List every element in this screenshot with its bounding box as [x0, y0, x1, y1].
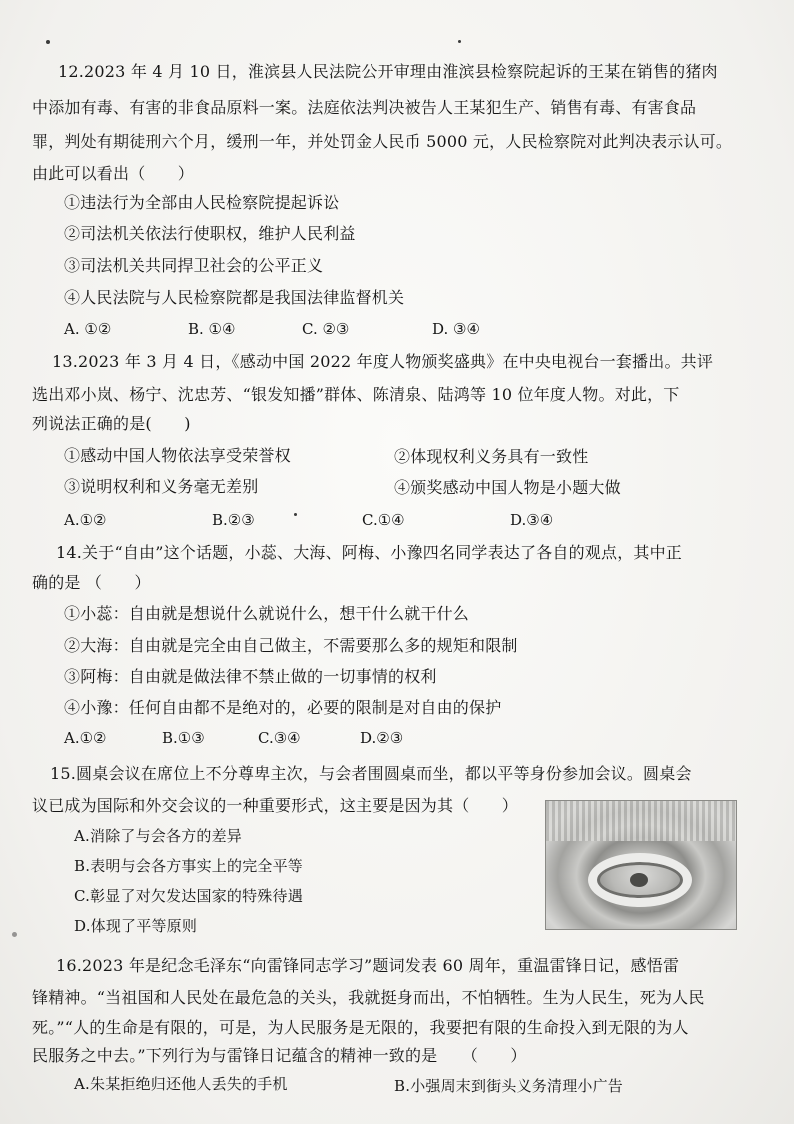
q15-option-b[interactable]: B.表明与会各方事实上的完全平等: [74, 857, 303, 875]
q12-statement-2: ②司法机关依法行使职权，维护人民利益: [64, 224, 356, 243]
q12-statement-3: ③司法机关共同捍卫社会的公平正义: [64, 256, 324, 275]
q14-stem-line1: 14.关于“自由”这个话题，小蕊、大海、阿梅、小豫四名同学表达了各自的观点，其中正: [56, 543, 683, 562]
q14-option-d[interactable]: D.②③: [360, 729, 404, 747]
q13-statement-1: ①感动中国人物依法享受荣誉权: [64, 446, 291, 465]
q13-stem-line3: 列说法正确的是( ): [32, 414, 191, 433]
q15-option-a[interactable]: A.消除了与会各方的差异: [74, 827, 243, 845]
q14-option-a[interactable]: A.①②: [64, 729, 107, 747]
q12-stem-line4: 由此可以看出（ ）: [32, 164, 195, 183]
q14-statement-1: ①小蕊：自由就是想说什么就说什么，想干什么就干什么: [64, 604, 470, 623]
round-table-photo: [545, 800, 737, 930]
photo-stands: [546, 801, 736, 841]
q14-stem-line2: 确的是 （ ）: [32, 573, 151, 592]
q12-option-c[interactable]: C. ②③: [302, 320, 350, 338]
q14-option-b[interactable]: B.①③: [162, 729, 205, 747]
q12-statement-1: ①违法行为全部由人民检察院提起诉讼: [64, 193, 340, 212]
q12-statement-4: ④人民法院与人民检察院都是我国法律监督机关: [64, 288, 405, 307]
q16-option-b[interactable]: B.小强周末到街头义务清理小广告: [394, 1077, 623, 1095]
q16-stem-line1: 16.2023 年是纪念毛泽东“向雷锋同志学习”题词发表 60 周年，重温雷锋日记，感悟雷: [56, 956, 680, 975]
q13-option-b[interactable]: B.②③: [212, 511, 255, 529]
q12-option-b[interactable]: B. ①④: [188, 320, 236, 338]
q13-option-a[interactable]: A.①②: [64, 511, 107, 529]
q12-option-a[interactable]: A. ①②: [64, 320, 112, 338]
photo-table-center: [630, 873, 648, 887]
q15-stem-line2: 议已成为国际和外交会议的一种重要形式，这主要是因为其（ ）: [32, 796, 519, 815]
q13-stem-line2: 选出邓小岚、杨宁、沈忠芳、“银发知播”群体、陈清泉、陆鸿等 10 位年度人物。对此，下: [32, 385, 680, 404]
q14-statement-2: ②大海：自由就是完全由自己做主，不需要那么多的规矩和限制: [64, 636, 518, 655]
q16-option-a[interactable]: A.朱某拒绝归还他人丢失的手机: [74, 1075, 288, 1093]
q13-statement-2: ②体现权利义务具有一致性: [394, 447, 589, 466]
scan-speck: [458, 40, 461, 43]
q12-stem-line1: 12.2023 年 4 月 10 日，淮滨县人民法院公开审理由淮滨县检察院起诉的王某在销售的猪肉: [58, 62, 718, 81]
q12-stem-line3: 罪，判处有期徒刑六个月，缓刑一年，并处罚金人民币 5000 元，人民检察院对此判决表示认可。: [32, 132, 733, 151]
q16-stem-line4: 民服务之中去。”下列行为与雷锋日记蕴含的精神一致的是 （ ）: [32, 1046, 527, 1065]
scan-speck: [294, 513, 297, 516]
q12-stem-line2: 中添加有毒、有害的非食品原料一案。法庭依法判决被告人王某犯生产、销售有毒、有害食品: [32, 98, 697, 117]
q16-stem-line3: 死。”“人的生命是有限的，可是，为人民服务是无限的，我要把有限的生命投入到无限的为人: [32, 1018, 689, 1037]
q13-stem-line1: 13.2023 年 3 月 4 日，《感动中国 2022 年度人物颁奖盛典》在中央电视台一套播出。共评: [52, 352, 714, 371]
q13-statement-4: ④颁奖感动中国人物是小题大做: [394, 478, 621, 497]
q14-statement-4: ④小豫：任何自由都不是绝对的，必要的限制是对自由的保护: [64, 698, 502, 717]
scan-speck: [12, 932, 17, 937]
q14-statement-3: ③阿梅：自由就是做法律不禁止做的一切事情的权利: [64, 667, 437, 686]
q16-stem-line2: 锋精神。“当祖国和人民处在最危急的关头，我就挺身而出，不怕牺牲。生为人民生，死为人民: [32, 988, 705, 1007]
q13-option-d[interactable]: D.③④: [510, 511, 554, 529]
q13-option-c[interactable]: C.①④: [362, 511, 405, 529]
q13-statement-3: ③说明权利和义务毫无差别: [64, 477, 259, 496]
q12-option-d[interactable]: D. ③④: [432, 320, 480, 338]
q15-option-d[interactable]: D.体现了平等原则: [74, 917, 198, 935]
q14-option-c[interactable]: C.③④: [258, 729, 301, 747]
q15-option-c[interactable]: C.彰显了对欠发达国家的特殊待遇: [74, 887, 303, 905]
scan-speck: [46, 40, 50, 44]
q15-stem-line1: 15.圆桌会议在席位上不分尊卑主次，与会者围圆桌而坐，都以平等身份参加会议。圆桌会: [50, 764, 692, 783]
